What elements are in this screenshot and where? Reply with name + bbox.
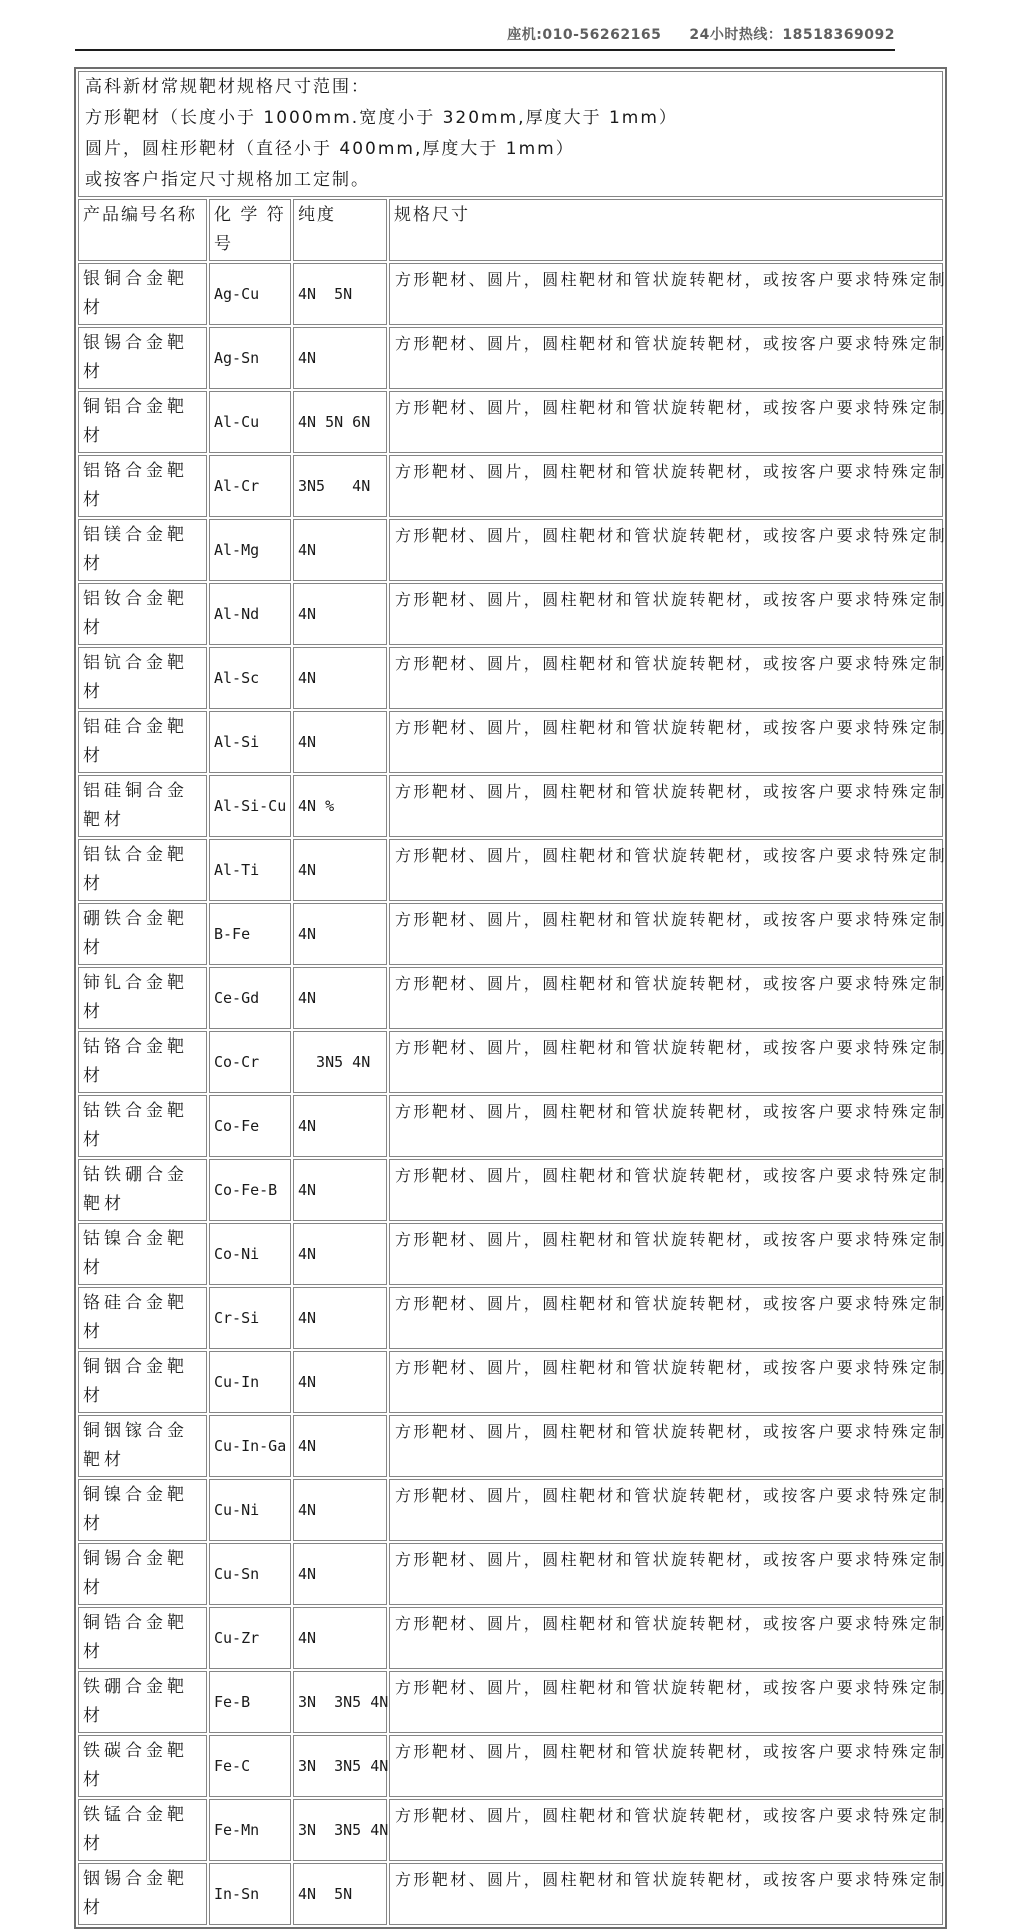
chemical-symbol-cell: Co-Cr (209, 1031, 291, 1093)
chemical-symbol-cell: Al-Mg (209, 519, 291, 581)
table-row (78, 583, 943, 645)
chemical-symbol-cell: Co-Ni (209, 1223, 291, 1285)
table-row (78, 775, 943, 837)
product-name-cell: 铝钪合金靶材 (78, 647, 207, 709)
table-row (78, 1543, 943, 1605)
spec-cell: 方形靶材、圆片，圆柱靶材和管状旋转靶材，或按客户要求特殊定制 (389, 967, 943, 1029)
purity-cell: 4N 5N (293, 263, 387, 325)
table-row (78, 1799, 943, 1861)
table-row (78, 1095, 943, 1157)
spec-cell: 方形靶材、圆片，圆柱靶材和管状旋转靶材，或按客户要求特殊定制 (389, 1543, 943, 1605)
intro-line-2: 方形靶材（长度小于 1000mm.宽度小于 320mm,厚度大于 1mm） (85, 108, 678, 128)
table-row (78, 1671, 943, 1733)
chemical-symbol-cell: Fe-B (209, 1671, 291, 1733)
product-name-cell: 银铜合金靶材 (78, 263, 207, 325)
spec-cell: 方形靶材、圆片，圆柱靶材和管状旋转靶材，或按客户要求特殊定制 (389, 711, 943, 773)
spec-cell: 方形靶材、圆片，圆柱靶材和管状旋转靶材，或按客户要求特殊定制 (389, 1159, 943, 1221)
product-name-cell: 铝硅铜合金靶材 (78, 775, 207, 837)
product-name-cell: 铜锆合金靶材 (78, 1607, 207, 1669)
product-name-cell: 钴铁合金靶材 (78, 1095, 207, 1157)
purity-cell: 4N (293, 1479, 387, 1541)
product-name-cell: 铜铟合金靶材 (78, 1351, 207, 1413)
purity-cell: 4N (293, 327, 387, 389)
table-row (78, 455, 943, 517)
purity-cell: 4N (293, 1095, 387, 1157)
chemical-symbol-cell: Ce-Gd (209, 967, 291, 1029)
product-name-cell: 铬硅合金靶材 (78, 1287, 207, 1349)
table-row (78, 1479, 943, 1541)
chemical-symbol-cell: Cu-Zr (209, 1607, 291, 1669)
chemical-symbol-cell: Al-Nd (209, 583, 291, 645)
spec-cell: 方形靶材、圆片，圆柱靶材和管状旋转靶材，或按客户要求特殊定制 (389, 1223, 943, 1285)
table-row (78, 839, 943, 901)
intro-line-3: 圆片，圆柱形靶材（直径小于 400mm,厚度大于 1mm） (85, 139, 575, 159)
chemical-symbol-cell: Ag-Cu (209, 263, 291, 325)
purity-cell: 4N (293, 1287, 387, 1349)
spec-cell: 方形靶材、圆片，圆柱靶材和管状旋转靶材，或按客户要求特殊定制 (389, 1287, 943, 1349)
spec-cell: 方形靶材、圆片，圆柱靶材和管状旋转靶材，或按客户要求特殊定制 (389, 1351, 943, 1413)
product-name-cell: 铝硅合金靶材 (78, 711, 207, 773)
spec-cell: 方形靶材、圆片，圆柱靶材和管状旋转靶材，或按客户要求特殊定制 (389, 1863, 943, 1925)
col-header-product-name: 产品编号名称 (78, 199, 207, 261)
product-name-cell: 铝铬合金靶材 (78, 455, 207, 517)
purity-cell: 3N5 4N (293, 1031, 387, 1093)
spec-cell: 方形靶材、圆片，圆柱靶材和管状旋转靶材，或按客户要求特殊定制 (389, 1095, 943, 1157)
table-row (78, 1735, 943, 1797)
product-name-cell: 铝镁合金靶材 (78, 519, 207, 581)
purity-cell: 4N (293, 1351, 387, 1413)
purity-cell: 4N (293, 1415, 387, 1477)
purity-cell: 3N 3N5 4N (293, 1671, 387, 1733)
purity-cell: 4N (293, 583, 387, 645)
product-name-cell: 银锡合金靶材 (78, 327, 207, 389)
table-row (78, 1287, 943, 1349)
spec-cell: 方形靶材、圆片，圆柱靶材和管状旋转靶材，或按客户要求特殊定制 (389, 327, 943, 389)
table-row (78, 1223, 943, 1285)
product-name-cell: 硼铁合金靶材 (78, 903, 207, 965)
table-row (78, 903, 943, 965)
header-divider (75, 49, 895, 51)
spec-cell: 方形靶材、圆片，圆柱靶材和管状旋转靶材，或按客户要求特殊定制 (389, 1799, 943, 1861)
product-name-cell: 铁硼合金靶材 (78, 1671, 207, 1733)
purity-cell: 4N (293, 1223, 387, 1285)
chemical-symbol-cell: Cu-Ni (209, 1479, 291, 1541)
chemical-symbol-cell: Al-Ti (209, 839, 291, 901)
chemical-symbol-cell: Cu-In-Ga (209, 1415, 291, 1477)
target-spec-table (74, 67, 947, 1929)
table-row (78, 1159, 943, 1221)
table-row (78, 711, 943, 773)
col-header-spec: 规格尺寸 (389, 199, 943, 261)
purity-cell: 4N % (293, 775, 387, 837)
purity-cell: 4N 5N (293, 1863, 387, 1925)
spec-cell: 方形靶材、圆片，圆柱靶材和管状旋转靶材，或按客户要求特殊定制 (389, 519, 943, 581)
purity-cell: 4N (293, 1607, 387, 1669)
product-name-cell: 铁锰合金靶材 (78, 1799, 207, 1861)
product-name-cell: 钴铬合金靶材 (78, 1031, 207, 1093)
hotline-text: 24小时热线：18518369092 (689, 27, 895, 43)
intro-line-1: 高科新材常规靶材规格尺寸范围： (85, 77, 370, 97)
chemical-symbol-cell: Co-Fe (209, 1095, 291, 1157)
chemical-symbol-cell: Cr-Si (209, 1287, 291, 1349)
table-row (78, 1031, 943, 1093)
table-row (78, 647, 943, 709)
product-name-cell: 铜铝合金靶材 (78, 391, 207, 453)
product-name-cell: 铟锡合金靶材 (78, 1863, 207, 1925)
spec-cell: 方形靶材、圆片，圆柱靶材和管状旋转靶材，或按客户要求特殊定制 (389, 1607, 943, 1669)
col-header-chemical-symbol: 化 学 符号 (209, 199, 291, 261)
product-name-cell: 铝钕合金靶材 (78, 583, 207, 645)
product-name-cell: 铈钆合金靶材 (78, 967, 207, 1029)
spec-cell: 方形靶材、圆片，圆柱靶材和管状旋转靶材，或按客户要求特殊定制 (389, 263, 943, 325)
intro-line-4: 或按客户指定尺寸规格加工定制。 (85, 170, 370, 190)
table-row (78, 519, 943, 581)
purity-cell: 4N (293, 903, 387, 965)
table-row (78, 1863, 943, 1925)
product-name-cell: 钴铁硼合金靶材 (78, 1159, 207, 1221)
purity-cell: 3N 3N5 4N (293, 1735, 387, 1797)
spec-cell: 方形靶材、圆片，圆柱靶材和管状旋转靶材，或按客户要求特殊定制 (389, 903, 943, 965)
spec-cell: 方形靶材、圆片，圆柱靶材和管状旋转靶材，或按客户要求特殊定制 (389, 583, 943, 645)
product-name-cell: 铜镍合金靶材 (78, 1479, 207, 1541)
purity-cell: 4N (293, 967, 387, 1029)
table-row (78, 1607, 943, 1669)
contact-header (75, 24, 895, 44)
purity-cell: 4N (293, 519, 387, 581)
table-row (78, 1351, 943, 1413)
product-name-cell: 铜锡合金靶材 (78, 1543, 207, 1605)
intro-row (78, 71, 943, 197)
spec-cell: 方形靶材、圆片，圆柱靶材和管状旋转靶材，或按客户要求特殊定制 (389, 839, 943, 901)
table-row (78, 1415, 943, 1477)
spec-cell: 方形靶材、圆片，圆柱靶材和管状旋转靶材，或按客户要求特殊定制 (389, 647, 943, 709)
chemical-symbol-cell: Al-Sc (209, 647, 291, 709)
purity-cell: 4N (293, 711, 387, 773)
table-row (78, 327, 943, 389)
table-header-row (78, 199, 943, 261)
spec-cell: 方形靶材、圆片，圆柱靶材和管状旋转靶材，或按客户要求特殊定制 (389, 1031, 943, 1093)
chemical-symbol-cell: Co-Fe-B (209, 1159, 291, 1221)
table-row (78, 967, 943, 1029)
spec-cell: 方形靶材、圆片，圆柱靶材和管状旋转靶材，或按客户要求特殊定制 (389, 1479, 943, 1541)
spec-cell: 方形靶材、圆片，圆柱靶材和管状旋转靶材，或按客户要求特殊定制 (389, 455, 943, 517)
purity-cell: 4N (293, 839, 387, 901)
product-name-cell: 铁碳合金靶材 (78, 1735, 207, 1797)
chemical-symbol-cell: B-Fe (209, 903, 291, 965)
product-name-cell: 钴镍合金靶材 (78, 1223, 207, 1285)
chemical-symbol-cell: In-Sn (209, 1863, 291, 1925)
chemical-symbol-cell: Al-Cr (209, 455, 291, 517)
chemical-symbol-cell: Al-Si-Cu (209, 775, 291, 837)
spec-cell: 方形靶材、圆片，圆柱靶材和管状旋转靶材，或按客户要求特殊定制 (389, 1735, 943, 1797)
landline-text: 座机:010-56262165 (507, 27, 662, 43)
spec-cell: 方形靶材、圆片，圆柱靶材和管状旋转靶材，或按客户要求特殊定制 (389, 775, 943, 837)
purity-cell: 4N 5N 6N (293, 391, 387, 453)
product-name-cell: 铝钛合金靶材 (78, 839, 207, 901)
spec-cell: 方形靶材、圆片，圆柱靶材和管状旋转靶材，或按客户要求特殊定制 (389, 1415, 943, 1477)
chemical-symbol-cell: Cu-In (209, 1351, 291, 1413)
chemical-symbol-cell: Al-Si (209, 711, 291, 773)
intro-cell (78, 71, 943, 197)
chemical-symbol-cell: Ag-Sn (209, 327, 291, 389)
chemical-symbol-cell: Fe-Mn (209, 1799, 291, 1861)
table-row (78, 391, 943, 453)
spec-cell: 方形靶材、圆片，圆柱靶材和管状旋转靶材，或按客户要求特殊定制 (389, 391, 943, 453)
purity-cell: 3N 3N5 4N (293, 1799, 387, 1861)
chemical-symbol-cell: Cu-Sn (209, 1543, 291, 1605)
product-name-cell: 铜铟镓合金靶材 (78, 1415, 207, 1477)
purity-cell: 4N (293, 647, 387, 709)
col-header-purity: 纯度 (293, 199, 387, 261)
chemical-symbol-cell: Al-Cu (209, 391, 291, 453)
chemical-symbol-cell: Fe-C (209, 1735, 291, 1797)
spec-cell: 方形靶材、圆片，圆柱靶材和管状旋转靶材，或按客户要求特殊定制 (389, 1671, 943, 1733)
purity-cell: 4N (293, 1159, 387, 1221)
purity-cell: 4N (293, 1543, 387, 1605)
table-row (78, 263, 943, 325)
purity-cell: 3N5 4N (293, 455, 387, 517)
page (0, 24, 1024, 1918)
